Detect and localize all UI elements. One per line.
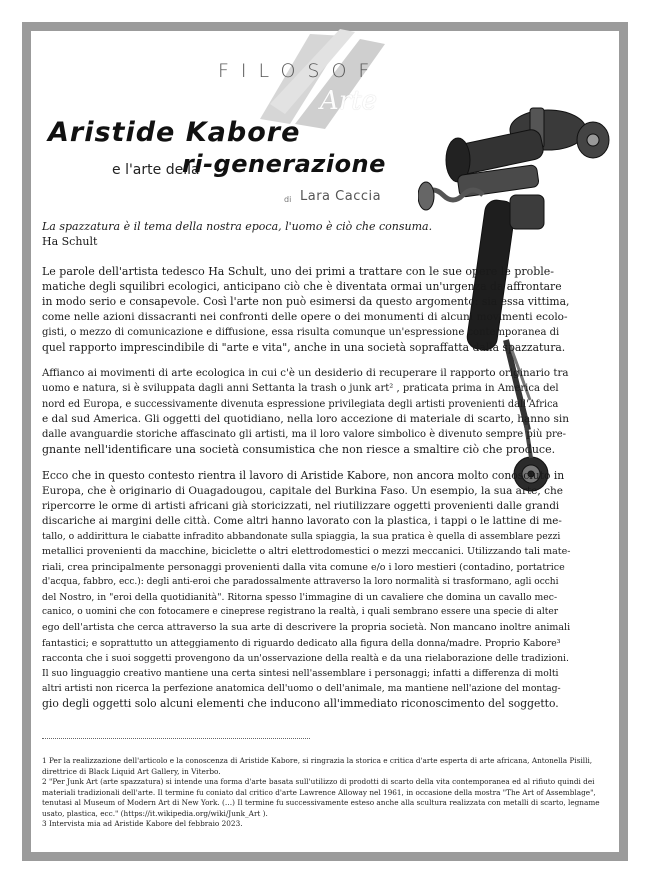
article-title: Aristide Kabore <box>48 117 301 148</box>
text-line: canico, o uomini che con fotocamere e cineprese registrano la realtà, i quali sembrano essere una specie di alter <box>42 607 559 618</box>
text-line: nord ed Europa, e successivamente divenuta espressione privilegiata degli artisti provenienti dall'Africa <box>42 398 559 410</box>
text-line: altri artisti non ricerca la perfezione anatomica dell'uomo o dell'animale, ma mantiene nell'azione del montag- <box>42 683 561 695</box>
text-line: gnante nell'identificare una società consumistica che non riesce a smaltire ciò che produce. <box>42 443 556 457</box>
footnotes <box>42 756 602 830</box>
text-line: quel rapporto imprescindibile di "arte e vita", anche in una società sopraffatta dalla spazzatura. <box>42 341 566 355</box>
text-line: matiche degli squilibri ecologici, anticipano ciò che è diventata ormai un'urgenza da affrontare <box>42 280 562 294</box>
subtitle-emphasis: ri-generazione <box>182 150 386 178</box>
epigraph-text: La spazzatura è il tema della nostra epoca, l'uomo è ciò che consuma. <box>42 220 433 233</box>
text-line: Ecco che in questo contesto rientra il lavoro di Aristide Kabore, non ancora molto conosciuto in <box>42 469 565 483</box>
text-line: riali, crea principalmente personaggi provenienti dalla vita comune e/o i loro mestieri (contadino, portatrice <box>42 561 565 573</box>
text-line: metallici provenienti da macchine, biciclette o altri elettrodomestici o mezzi meccanici. Utilizzando tali mate- <box>42 546 571 558</box>
text-line: fantastici; e soprattutto un atteggiamento di riguardo dedicato alla figura della donna/madre. Proprio Kabore³ <box>42 637 561 649</box>
text-line: del Nostro, in "eroi della quotidianità". Ritorna spesso l'immagine di un cavaliere che domina un cavallo mec- <box>42 592 558 604</box>
section-script: Arte <box>320 86 378 116</box>
text-line: Le parole dell'artista tedesco Ha Schult, uno dei primi a trattare con le sue opere le proble- <box>42 265 555 278</box>
text-line: gisti, o mezzo di comunicazione e diffusione, essa risulta comunque un'espressione contemporanea di <box>42 326 560 338</box>
footnote: 2 "Per Junk Art (arte spazzatura) si intende una forma d'arte basata sull'utilizzo di prodotti di scarto della vita contemporanea ed al rifiuto quindi dei materiali tradizionali dell'arte. Il termine fu coniato dal critico d'arte Lawrence Alloway nel 1961, in occasione della mostra "The Art of Assemblage", tenutasi al Museum of Modern Art di New York. (…) Il termine fu successivamente esteso anche alla scultura realizzata con metalli di scarto, legname usato, plastica, ecc." (https://it.wikipedia.org/wiki/Junk_Art ). <box>42 777 600 818</box>
paragraph <box>42 366 570 457</box>
text-line: tallo, o addirittura le ciabatte infradito abbandonate sulla spiaggia, la sua pratica è quella di assemblare pezzi <box>42 531 561 543</box>
text-line: uomo e natura, si è sviluppata dagli anni Settanta la trash o junk art² , praticata prima in America del <box>42 383 559 395</box>
footnote: 1 Per la realizzazione dell'articolo e la conoscenza di Aristide Kabore, si ringrazia la storica e critica d'arte esperta di arte africana, Antonella Pisilli, direttrice di Black Liquid Art Gallery, in Viterbo. <box>42 756 593 776</box>
text-line: gio degli oggetti solo alcuni elementi che inducono all'immediato riconoscimento del soggetto. <box>42 697 559 711</box>
byline-prefix: di <box>284 195 292 204</box>
paragraph <box>42 468 570 711</box>
text-line: discariche ai margini delle città. Come altri hanno lavorato con la plastica, i tappi o le lattine di me- <box>42 515 562 528</box>
section-label: FILOSOF <box>218 60 382 82</box>
text-line: dalle avanguardie storiche affascinato gli artisti, ma il loro valore simbolico è divenuto sempre più pre- <box>42 429 567 441</box>
text-line: Il suo linguaggio creativo mantiene una certa sintesi nell'assemblare i personaggi; infatti a differenza di molti <box>42 668 559 680</box>
text-line: ripercorre le orme di artisti africani già storicizzati, nel riutilizzare oggetti provenienti dalle grandi <box>42 499 560 512</box>
text-line: in modo serio e consapevole. Così l'arte non può esimersi da questo argomento: sia essa vittima, <box>42 295 570 309</box>
text-line: ego dell'artista che cerca attraverso la sua arte di descrivere la propria società. Non mancano inoltre animali <box>42 622 571 634</box>
text-line: come nelle azioni dissacranti nei confronti delle opere o dei monumenti di alcuni movimenti ecolo- <box>42 310 568 323</box>
text-line: d'acqua, fabbro, ecc.): degli anti-eroi che paradossalmente attraverso la loro normalità si trasformano, agli occhi <box>42 576 559 587</box>
author-name: Lara Caccia <box>300 189 382 204</box>
footnote: 3 Intervista mia ad Aristide Kabore del febbraio 2023. <box>42 819 243 828</box>
text-line: e dal sud America. Gli oggetti del quotidiano, nella loro accezione di materiale di scarto, hanno sin <box>42 412 569 425</box>
epigraph <box>42 219 432 249</box>
text-line: racconta che i suoi soggetti provengono da un'osservazione della realtà e da una rielaborazione delle tradizioni. <box>42 652 569 664</box>
article-body <box>42 264 570 723</box>
subtitle-lead: e l'arte della <box>112 162 200 178</box>
text-line: Affianco ai movimenti di arte ecologica in cui c'è un desiderio di recuperare il rapporto originario tra <box>42 367 569 380</box>
text-line: Europa, che è originario di Ouagadougou, capitale del Burkina Faso. Un esempio, la sua arte, che <box>42 484 563 497</box>
paragraph <box>42 264 570 355</box>
epigraph-author: Ha Schult <box>42 235 98 248</box>
footnote-divider <box>42 738 310 739</box>
